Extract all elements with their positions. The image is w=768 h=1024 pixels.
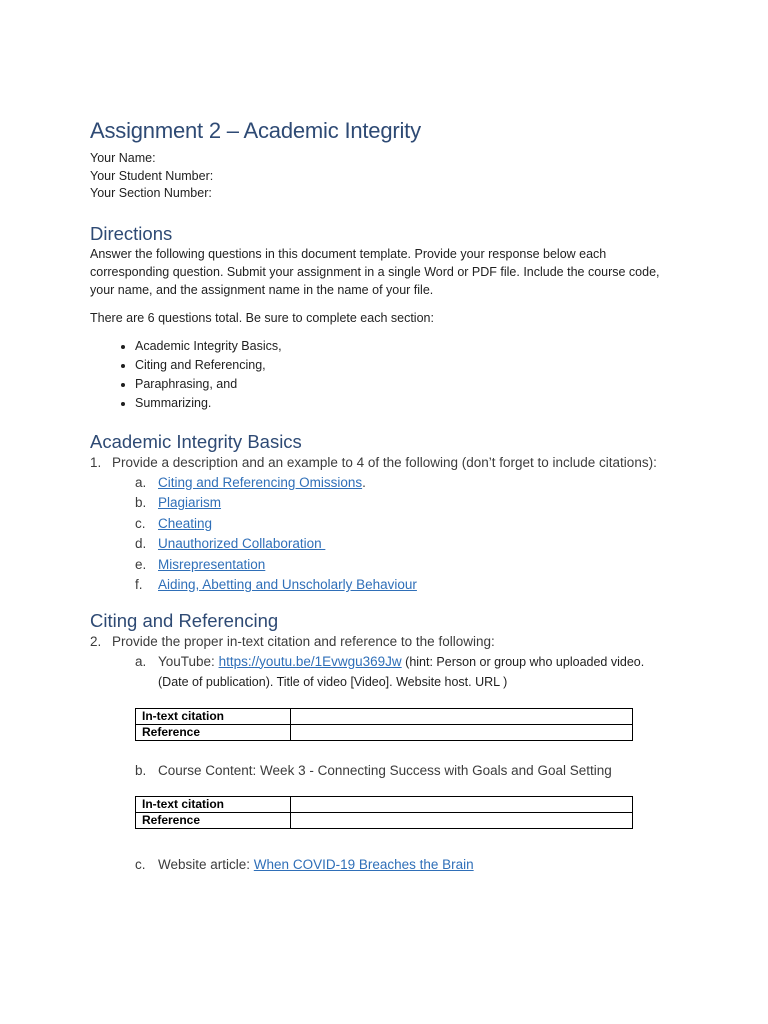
link-unauthorized-collaboration[interactable]: Unauthorized Collaboration (158, 536, 326, 551)
question-2 (90, 632, 670, 652)
citing-referencing-heading: Citing and Referencing (90, 609, 279, 631)
table-row (136, 724, 633, 740)
item-prefix: YouTube: (158, 653, 219, 669)
link-aiding-abetting[interactable]: Aiding, Abetting and Unscholarly Behaviour (158, 577, 417, 592)
item-letter: b. (135, 762, 147, 778)
document-page (90, 118, 670, 876)
sub-item-c (135, 514, 670, 535)
directions-paragraph: Answer the following questions in this document template. Provide your response below each corresponding question. Submit your assignment in a single Word or PDF file. Include the course code, your name, and the assignment name in the name of your file. (90, 246, 660, 297)
item-letter: c. (135, 515, 146, 531)
reference-label: Reference (136, 724, 291, 740)
course-content-text: Course Content: Week 3 - Connecting Success with Goals and Goal Setting (158, 762, 612, 778)
sub-item-d (135, 534, 670, 555)
table-row (136, 708, 633, 724)
intext-citation-label: In-text citation (136, 708, 291, 724)
question-number: 2. (90, 633, 102, 649)
question-1 (90, 453, 670, 473)
item-letter: c. (135, 857, 146, 872)
table-row (136, 813, 633, 829)
section-number-field: Your Section Number: (90, 186, 212, 200)
intext-citation-cell[interactable] (291, 797, 633, 813)
sub-item-website-article (135, 855, 670, 876)
citation-table-course (135, 796, 633, 829)
sub-item-a (135, 473, 670, 494)
student-info (90, 150, 670, 203)
item-letter: d. (135, 536, 147, 551)
sub-item-youtube (135, 652, 670, 693)
item-letter: a. (135, 653, 147, 669)
reference-cell[interactable] (291, 724, 633, 740)
sub-item-course-content (135, 761, 670, 782)
youtube-link[interactable]: https://youtu.be/1Evwgu369Jw (218, 653, 402, 669)
list-item: • Summarizing. (135, 394, 670, 413)
item-prefix: Website article: (158, 857, 254, 872)
question-text: Provide the proper in-text citation and reference to the following: (112, 633, 495, 649)
sub-item-b (135, 493, 670, 514)
citation-table-youtube (135, 708, 633, 741)
question-text: Provide a description and an example to 4 of the following (don’t forget to include citations): (112, 454, 657, 470)
your-name-field: Your Name: (90, 151, 156, 165)
student-number-field: Your Student Number: (90, 168, 214, 183)
item-letter: a. (135, 474, 147, 490)
sub-item-e (135, 555, 670, 576)
link-citing-omissions[interactable]: Citing and Referencing Omissions (158, 474, 363, 490)
page-title: Assignment 2 – Academic Integrity (90, 118, 421, 143)
list-item: • Paraphrasing, and (135, 375, 670, 394)
list-item: • Citing and Referencing, (135, 356, 670, 375)
item-letter: f. (135, 577, 143, 592)
item-letter: b. (135, 495, 147, 510)
table-row (136, 797, 633, 813)
intext-citation-cell[interactable] (291, 708, 633, 724)
website-article-link[interactable]: When COVID-19 Breaches the Brain (253, 857, 474, 872)
question-number: 1. (90, 454, 102, 470)
sub-item-f (135, 575, 670, 596)
intext-citation-label: In-text citation (136, 797, 291, 813)
directions-heading: Directions (90, 222, 173, 244)
item-letter: e. (135, 556, 147, 572)
list-item: • Academic Integrity Basics, (135, 337, 670, 356)
section-list (90, 337, 670, 413)
link-cheating[interactable]: Cheating (158, 515, 213, 531)
link-misrepresentation[interactable]: Misrepresentation (158, 556, 266, 572)
hint-text: (hint: Person or group who uploaded video. (Date of publication). Title of video [Video]. Website host. URL ) (158, 654, 645, 689)
item-suffix: . (362, 474, 366, 490)
reference-label: Reference (136, 813, 291, 829)
reference-cell[interactable] (291, 813, 633, 829)
academic-integrity-heading: Academic Integrity Basics (90, 430, 302, 452)
questions-total-paragraph: There are 6 questions total. Be sure to complete each section: (90, 310, 434, 325)
link-plagiarism[interactable]: Plagiarism (158, 495, 222, 510)
